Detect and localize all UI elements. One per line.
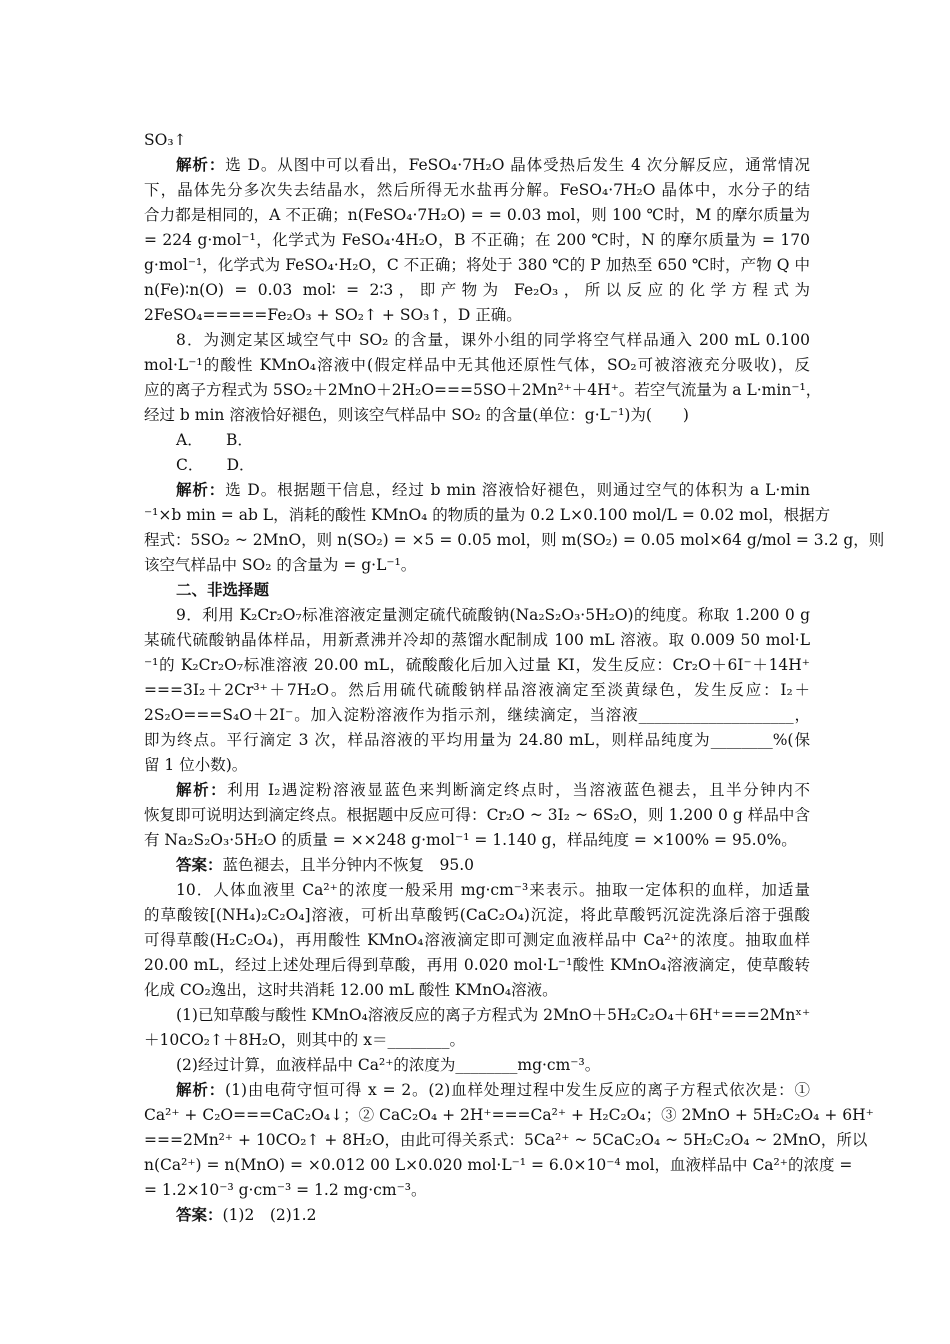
line-text: (1)2 (2)1.2 xyxy=(222,1206,317,1224)
text-line xyxy=(144,178,810,202)
line-text: = 224 g·mol⁻¹，化学式为 FeSO₄·4H₂O，B 不正确；在 200 ℃时，N 的摩尔质量为 = 170 xyxy=(144,231,810,249)
line-text: 有 Na₂S₂O₃·5H₂O 的质量 = ××248 g·mol⁻¹ = 1.140 g，样品纯度 = ×100% = 95.0%。 xyxy=(144,831,797,849)
line-label: 解析： xyxy=(176,480,226,499)
text-line xyxy=(144,1103,874,1127)
text-line xyxy=(144,228,810,252)
line-text: mol·L⁻¹的酸性 KMnO₄溶液中(假定样品中无其他还原性气体，SO₂可被溶液充分吸收)，反 xyxy=(144,356,810,374)
line-text: 恢复即可说明达到滴定终点。根据题中反应可得：Cr₂O ~ 3I₂ ~ 6S₂O，则 1.200 0 g 样品中含 xyxy=(144,806,810,824)
text-line xyxy=(144,628,810,652)
text-line xyxy=(144,803,810,827)
line-text: ＋10CO₂↑＋8H₂O，则其中的 x＝________。 xyxy=(144,1031,465,1049)
line-label: 二、非选择题 xyxy=(176,580,270,599)
line-text: ===2Mn²⁺ + 10CO₂↑ + 8H₂O，由此可得关系式：5Ca²⁺ ~ 5CaC₂O₄ ~ 5H₂C₂O₄ ~ 2MnO，所以 xyxy=(144,1131,868,1149)
line-text: 经过 b min 溶液恰好褪色，则该空气样品中 SO₂ 的含量(单位：g·L⁻¹)为( ) xyxy=(144,406,689,424)
text-line xyxy=(176,153,810,177)
text-line xyxy=(176,878,810,902)
line-label: 答案： xyxy=(176,1205,223,1224)
text-line xyxy=(144,278,810,302)
line-text: 程式：5SO₂ ~ 2MnO，则 n(SO₂) = ×5 = 0.05 mol，则 m(SO₂) = 0.05 mol×64 g/mol = 3.2 g，则 xyxy=(144,531,885,549)
line-label: 解析： xyxy=(176,1080,226,1099)
text-line xyxy=(176,853,810,877)
text-line xyxy=(176,428,810,452)
text-line xyxy=(144,1178,810,1202)
text-line xyxy=(176,578,810,602)
line-text: (2)经过计算，血液样品中 Ca²⁺的浓度为________mg·cm⁻³。 xyxy=(176,1056,601,1074)
text-line xyxy=(144,303,810,327)
line-text: 可得草酸(H₂C₂O₄)，再用酸性 KMnO₄溶液滴定即可测定血液样品中 Ca²⁺的浓度。抽取血样 xyxy=(144,931,810,949)
text-line xyxy=(176,603,810,627)
line-text: 化成 CO₂逸出，这时共消耗 12.00 mL 酸性 KMnO₄溶液。 xyxy=(144,981,558,999)
line-text: = 1.2×10⁻³ g·cm⁻³ = 1.2 mg·cm⁻³。 xyxy=(144,1181,427,1199)
line-label: 解析： xyxy=(176,780,228,799)
line-text: SO₃↑ xyxy=(144,131,187,149)
text-line xyxy=(144,978,810,1002)
text-line xyxy=(144,753,810,777)
line-text: 2FeSO₄=====Fe₂O₃ + SO₂↑ + SO₃↑，D 正确。 xyxy=(144,306,522,324)
text-line xyxy=(144,528,885,552)
text-line xyxy=(144,953,810,977)
text-line xyxy=(144,1153,853,1177)
line-text: 选 D。从图中可以看出，FeSO₄·7H₂O 晶体受热后发生 4 次分解反应，通常情况 xyxy=(225,156,810,174)
text-line xyxy=(144,553,810,577)
text-line xyxy=(176,1053,810,1077)
line-text: n(Ca²⁺) = n(MnO) = ×0.012 00 L×0.020 mol·L⁻¹ = 6.0×10⁻⁴ mol，血液样品中 Ca²⁺的浓度 = xyxy=(144,1156,853,1174)
text-line xyxy=(144,703,810,727)
line-text: 利用 I₂遇淀粉溶液显蓝色来判断滴定终点时，当溶液蓝色褪去，且半分钟内不 xyxy=(227,781,810,799)
line-text: Ca²⁺ + C₂O===CaC₂O₄↓；② CaC₂O₄ + 2H⁺===Ca²⁺ + H₂C₂O₄；③ 2MnO + 5H₂C₂O₄ + 6H⁺ xyxy=(144,1106,874,1124)
text-line xyxy=(176,1003,810,1027)
line-text: 10．人体血液里 Ca²⁺的浓度一般采用 mg·cm⁻³来表示。抽取一定体积的血样，加适量 xyxy=(176,881,810,899)
line-text: n(Fe)∶n(O) = 0.03 mol∶ = 2∶3，即产物为 Fe₂O₃，所以反应的化学方程式为 xyxy=(144,281,810,299)
line-text: 某硫代硫酸钠晶体样品，用新煮沸并冷却的蒸馏水配制成 100 mL 溶液。取 0.009 50 mol·L xyxy=(144,631,810,649)
line-text: 即为终点。平行滴定 3 次，样品溶液的平均用量为 24.80 mL，则样品纯度为________%(保 xyxy=(144,731,810,749)
text-line xyxy=(176,1203,810,1227)
text-line xyxy=(144,828,810,852)
text-line xyxy=(176,453,810,477)
line-text: g·mol⁻¹，化学式为 FeSO₄·H₂O，C 不正确；将处于 380 ℃的 P 加热至 650 ℃时，产物 Q 中 xyxy=(144,256,810,274)
line-text: ===3I₂＋2Cr³⁺＋7H₂O。然后用硫代硫酸钠样品溶液滴定至淡黄绿色，发生反应：I₂＋ xyxy=(144,681,810,699)
line-text: A． B． xyxy=(176,431,253,449)
text-line xyxy=(176,328,810,352)
line-text: 合力都是相同的，A 不正确；n(FeSO₄·7H₂O) = = 0.03 mol，则 100 ℃时，M 的摩尔质量为 xyxy=(144,206,810,224)
line-label: 解析： xyxy=(176,155,226,174)
line-text: 2S₂O===S₄O＋2I⁻。加入淀粉溶液作为指示剂，继续滴定，当溶液____________________， xyxy=(144,706,810,724)
text-line xyxy=(144,653,810,677)
line-text: 的草酸铵[(NH₄)₂C₂O₄]溶液，可析出草酸钙(CaC₂O₄)沉淀，将此草酸钙沉淀洗涤后溶于强酸 xyxy=(144,906,810,924)
line-text: 选 D。根据题干信息，经过 b min 溶液恰好褪色，则通过空气的体积为 a L·min xyxy=(225,481,810,499)
text-line xyxy=(144,1028,810,1052)
line-text: 下，晶体先分多次失去结晶水，然后所得无水盐再分解。FeSO₄·7H₂O 晶体中，水分子的结 xyxy=(144,181,810,199)
line-text: ⁻¹×b min = ab L，消耗的酸性 KMnO₄ 的物质的量为 0.2 L×0.100 mol/L = 0.02 mol，根据方 xyxy=(144,506,831,524)
text-line xyxy=(144,903,810,927)
text-line xyxy=(144,353,810,377)
text-line xyxy=(176,778,810,802)
line-text: 8．为测定某区域空气中 SO₂ 的含量，课外小组的同学将空气样品通入 200 mL 0.100 xyxy=(176,331,810,349)
line-text: C． D． xyxy=(176,456,255,474)
line-text: 应的离子方程式为 5SO₂＋2MnO＋2H₂O===5SO＋2Mn²⁺＋4H⁺。若空气流量为 a L·min⁻¹， xyxy=(144,381,822,399)
text-line xyxy=(144,378,822,402)
line-label: 答案： xyxy=(176,855,223,874)
text-line xyxy=(144,503,831,527)
line-text: 该空气样品中 SO₂ 的含量为 = g·L⁻¹。 xyxy=(144,556,417,574)
text-line xyxy=(144,928,810,952)
line-text: 蓝色褪去，且半分钟内不恢复 95.0 xyxy=(222,856,475,874)
line-text: ⁻¹的 K₂Cr₂O₇标准溶液 20.00 mL，硫酸酸化后加入过量 KI，发生反应：Cr₂O＋6I⁻＋14H⁺ xyxy=(144,656,810,674)
text-line xyxy=(176,1078,810,1102)
text-line xyxy=(144,678,810,702)
text-line xyxy=(144,403,810,427)
line-text: 留 1 位小数)。 xyxy=(144,756,248,774)
line-text: 20.00 mL，经过上述处理后得到草酸，再用 0.020 mol·L⁻¹酸性 KMnO₄溶液滴定，使草酸转 xyxy=(144,956,810,974)
text-line xyxy=(176,478,810,502)
text-line xyxy=(144,253,810,277)
line-text: (1)已知草酸与酸性 KMnO₄溶液反应的离子方程式为 2MnO＋5H₂C₂O₄＋6H⁺===2Mnˣ⁺ xyxy=(176,1006,811,1024)
line-text: (1)由电荷守恒可得 x = 2。(2)血样处理过程中发生反应的离子方程式依次是：① xyxy=(225,1081,810,1099)
text-line xyxy=(144,1128,868,1152)
line-text: 9．利用 K₂Cr₂O₇标准溶液定量测定硫代硫酸钠(Na₂S₂O₃·5H₂O)的纯度。称取 1.200 0 g xyxy=(176,606,810,624)
text-line xyxy=(144,203,810,227)
text-line xyxy=(144,128,810,152)
text-line xyxy=(144,728,810,752)
